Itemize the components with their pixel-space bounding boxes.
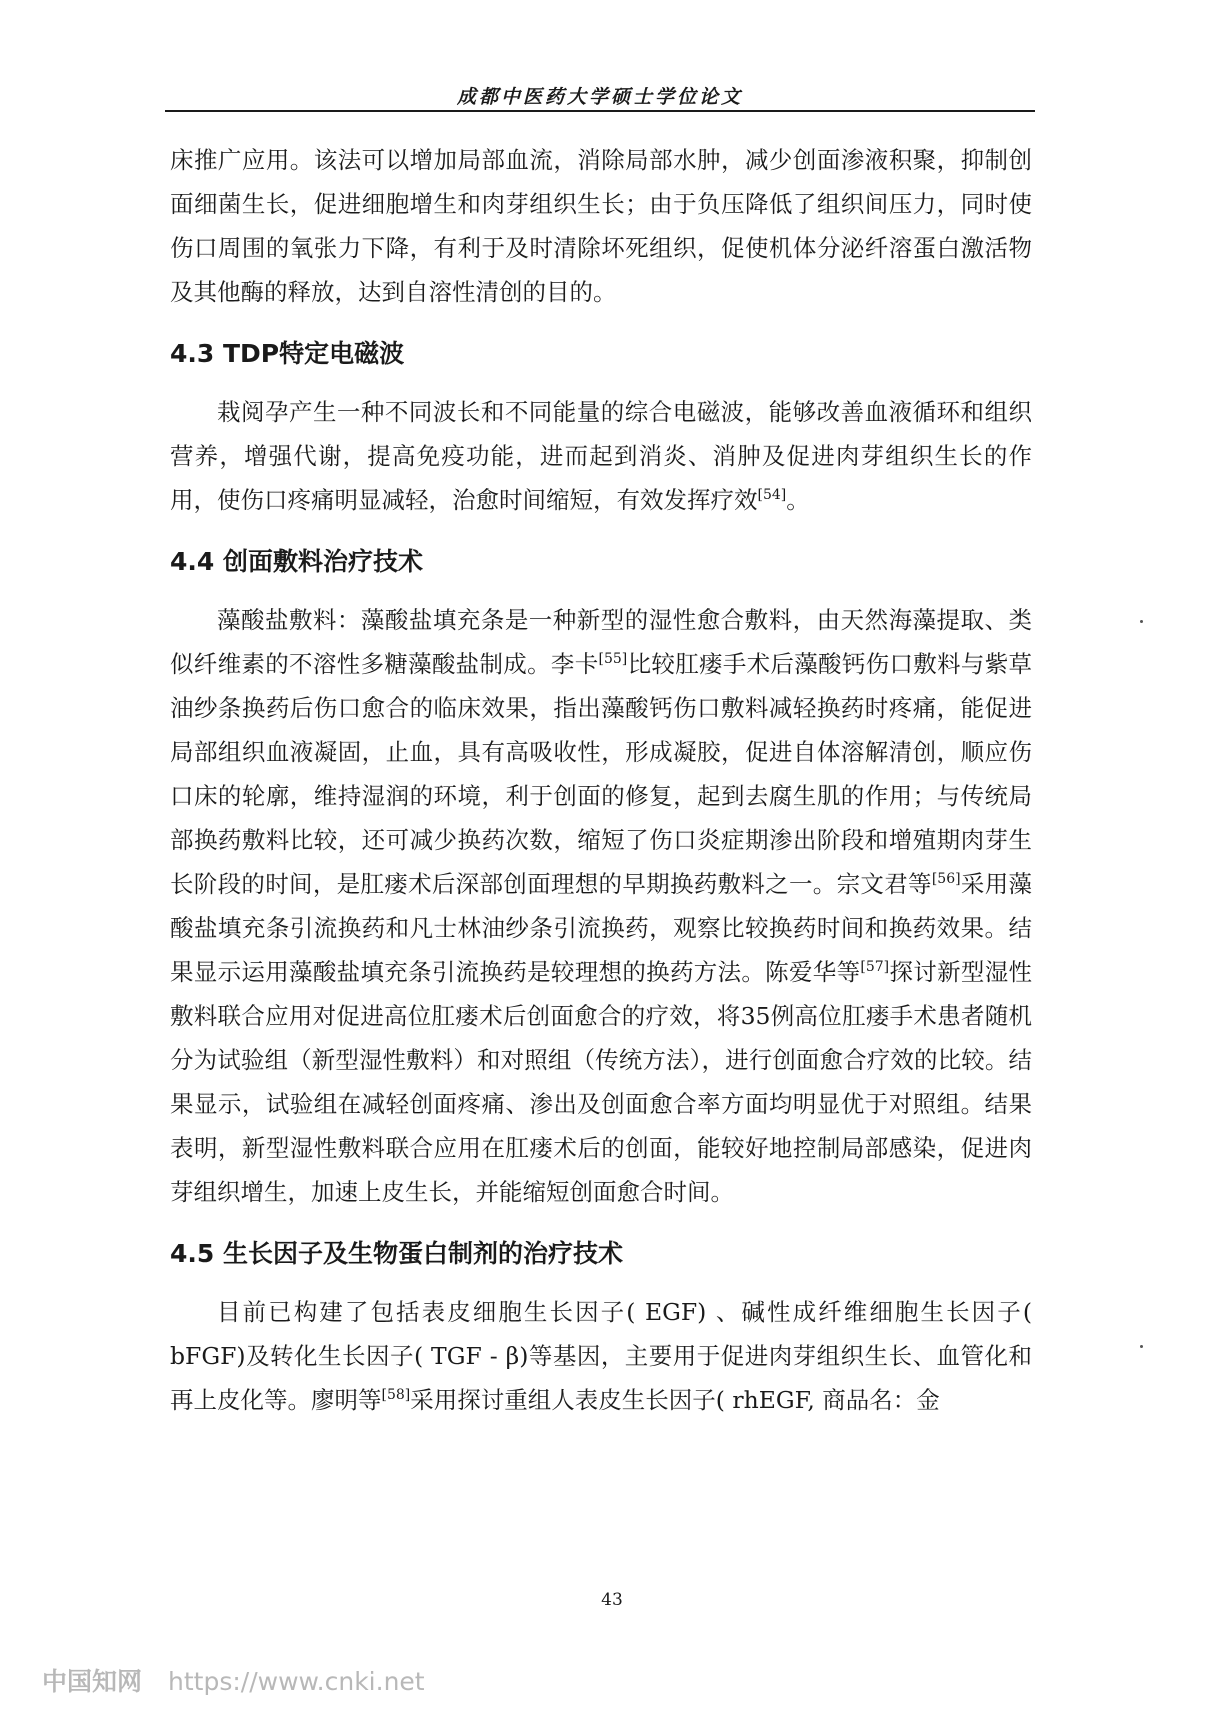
section-4-3-text: 栽阅孕产生一种不同波长和不同能量的综合电磁波，能够改善血液循环和组织营养，增强代谢，提高免疫功能，进而起到消炎、消肿及促进肉芽组织生长的作用，使伤口疼痛明显减轻，治愈时间缩短，有效发挥疗效 (170, 398, 1032, 514)
scan-speck (1140, 620, 1143, 623)
citation-58: [58] (381, 1387, 411, 1404)
watermark-url: https://www.cnki.net (168, 1667, 425, 1696)
section-4-4-paragraph (170, 598, 1032, 1214)
citation-56: [56] (931, 871, 961, 888)
watermark (42, 1662, 425, 1698)
section-4-3-end: 。 (786, 486, 810, 514)
running-header: 成都中医药大学硕士学位论文 (456, 86, 743, 108)
watermark-logo: 中国知网 (42, 1667, 143, 1696)
page-number: 43 (601, 1590, 623, 1610)
section-4-5-text-1: 目前已构建了包括表皮细胞生长因子( EGF) 、碱性成纤维细胞生长因子( bFGF)及转化生长因子( TGF - β)等基因，主要用于促进肉芽组织生长、血管化和再上皮化等。廖明等 (170, 1298, 1032, 1414)
citation-54: [54] (757, 487, 787, 504)
section-4-3-paragraph (170, 390, 1032, 522)
section-4-4-text-1: 藻酸盐敷料：藻酸盐填充条是一种新型的湿性愈合敷料，由天然海藻提取、类似纤维素的不溶性多糖藻酸盐制成。李卡 (170, 606, 1032, 678)
section-4-4-text-4: 探讨新型湿性敷料联合应用对促进高位肛瘘术后创面愈合的疗效，将35例高位肛瘘手术患者随机分为试验组（新型湿性敷料）和对照组（传统方法），进行创面愈合疗效的比较。结果显示，试验组在减轻创面疼痛、渗出及创面愈合率方面均明显优于对照组。结果表明，新型湿性敷料联合应用在肛瘘术后的创面，能较好地控制局部感染，促进肉芽组织增生，加速上皮生长，并能缩短创面愈合时间。 (170, 958, 1032, 1206)
intro-paragraph: 床推广应用。该法可以增加局部血流，消除局部水肿，减少创面渗液积聚，抑制创面细菌生长，促进细胞增生和肉芽组织生长；由于负压降低了组织间压力，同时使伤口周围的氧张力下降，有利于及时清除坏死组织，促使机体分泌纤溶蛋白激活物及其他酶的释放，达到自溶性清创的目的。 (170, 146, 1032, 306)
page-content (170, 138, 1032, 1422)
section-4-5-text-2: 采用探讨重组人表皮生长因子( rhEGF, 商品名：金 (410, 1386, 940, 1414)
header-rule (165, 110, 1035, 112)
section-4-4-text-3: 采用藻酸盐填充条引流换药和凡士林油纱条引流换药，观察比较换药时间和换药效果。结果显示运用藻酸盐填充条引流换药是较理想的换药方法。陈爱华等 (170, 870, 1032, 986)
section-4-5-heading: 4.5 生长因子及生物蛋白制剂的治疗技术 (170, 1239, 623, 1268)
scan-speck (1140, 1345, 1143, 1348)
citation-57: [57] (860, 959, 890, 976)
section-4-4-heading: 4.4 创面敷料治疗技术 (170, 547, 423, 576)
section-4-3-heading: 4.3 TDP特定电磁波 (170, 339, 405, 368)
citation-55: [55] (598, 651, 628, 668)
section-4-5-paragraph (170, 1290, 1032, 1422)
section-4-4-text-2: 比较肛瘘手术后藻酸钙伤口敷料与紫草油纱条换药后伤口愈合的临床效果，指出藻酸钙伤口敷料减轻换药时疼痛，能促进局部组织血液凝固，止血，具有高吸收性，形成凝胶，促进自体溶解清创，顺应伤口床的轮廓，维持湿润的环境，利于创面的修复，起到去腐生肌的作用；与传统局部换药敷料比较，还可减少换药次数，缩短了伤口炎症期渗出阶段和增殖期肉芽生长阶段的时间，是肛瘘术后深部创面理想的早期换药敷料之一。宗文君等 (170, 650, 1033, 898)
